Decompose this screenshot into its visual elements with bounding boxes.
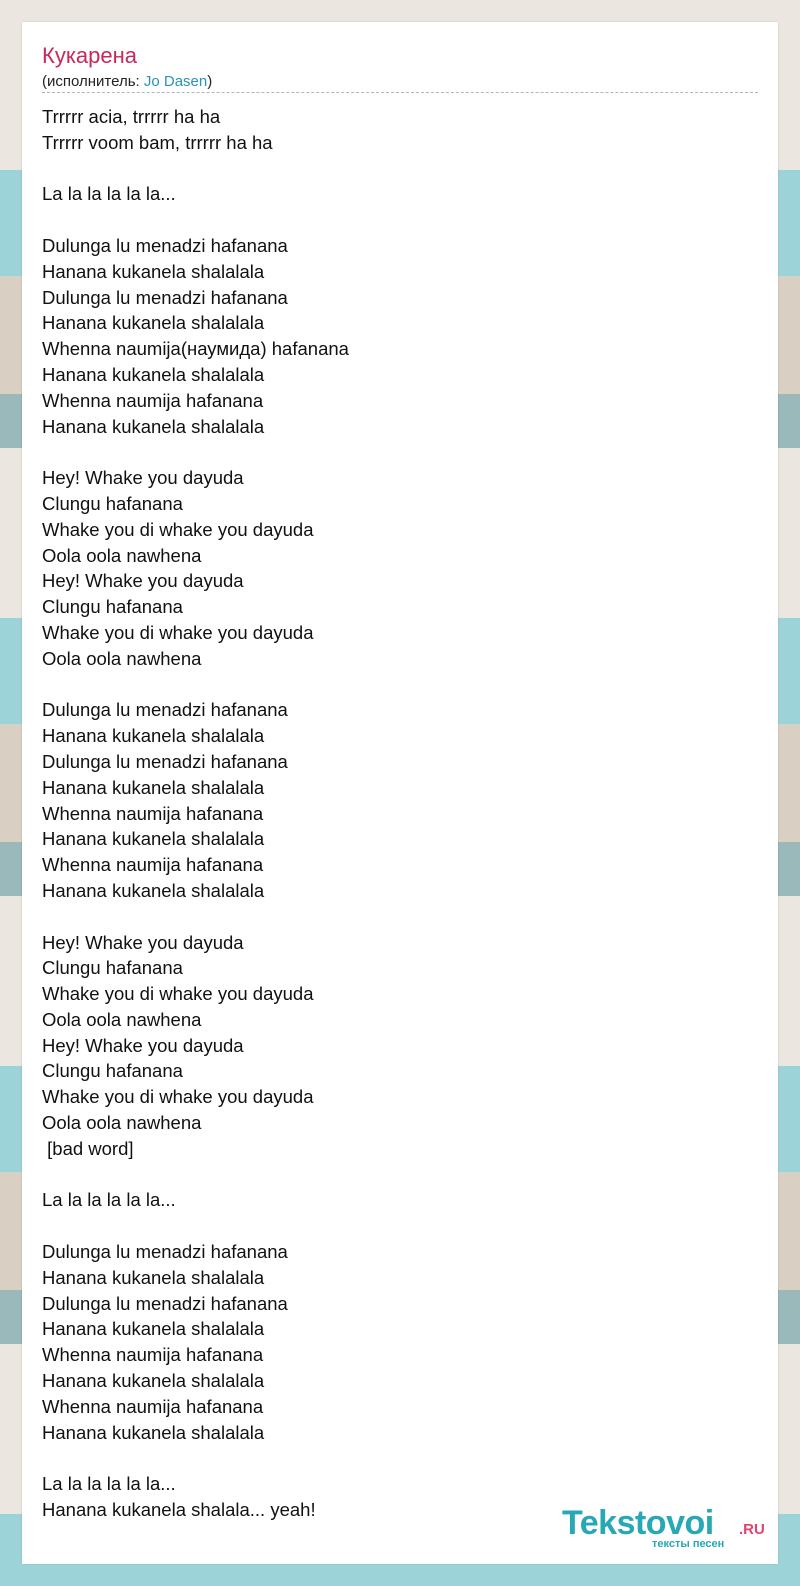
lyrics-line: Clungu hafanana <box>42 492 183 514</box>
lyrics-line: Hanana kukanela shalala... yeah! <box>42 1499 316 1521</box>
lyrics-line: Hanana kukanela shalalala <box>42 415 265 437</box>
lyrics-line: Oola oola nawhena <box>42 1112 202 1134</box>
lyrics-blank-line <box>42 1213 742 1239</box>
lyrics-line: Whenna naumija hafanana <box>42 1344 264 1366</box>
lyrics-line: Whake you di whake you dayuda <box>42 1086 314 1108</box>
lyrics-line: Whenna naumija hafanana <box>42 1395 264 1417</box>
lyrics-line: Trrrrr acia, trrrrr ha ha <box>42 106 221 127</box>
lyrics-line: Clungu hafanana <box>42 957 183 979</box>
lyrics-line: Hanana kukanela shalalala <box>42 1421 265 1443</box>
logo-domain: .RU <box>739 1521 765 1538</box>
lyrics-blank-line <box>42 207 742 233</box>
logo-tagline: тексты песен <box>652 1538 725 1550</box>
lyrics-line: Whake you di whake you dayuda <box>42 518 314 540</box>
lyrics-line: Dulunga lu menadzi hafanana <box>42 750 288 772</box>
lyrics-line: Hanana kukanela shalalala <box>42 776 265 798</box>
lyrics-line: Hanana kukanela shalalala <box>42 1266 265 1288</box>
lyrics-line: Hanana kukanela shalalala <box>42 312 265 334</box>
lyrics-line: Dulunga lu menadzi hafanana <box>42 1292 288 1314</box>
lyrics-line: Whake you di whake you dayuda <box>42 983 314 1005</box>
lyrics-line: Oola oola nawhena <box>42 1008 202 1030</box>
artist-prefix: (исполнитель: <box>42 73 144 90</box>
lyrics-line: Oola oola nawhena <box>42 544 202 566</box>
artist-line <box>42 73 212 91</box>
lyrics-card <box>22 22 778 1564</box>
site-logo[interactable] <box>562 1504 772 1554</box>
lyrics-line: La la la la la la... <box>42 183 176 205</box>
lyrics-line: Hanana kukanela shalalala <box>42 260 265 282</box>
lyrics-line: Oola oola nawhena <box>42 647 202 669</box>
lyrics-line: Whenna naumija hafanana <box>42 802 264 824</box>
lyrics-line: Hey! Whake you dayuda <box>42 931 244 953</box>
lyrics-line: Hanana kukanela shalalala <box>42 879 265 901</box>
lyrics-line: La la la la la la... <box>42 1473 176 1495</box>
logo-wordmark: Tekstovoi <box>562 1504 714 1542</box>
lyrics-line: Hey! Whake you dayuda <box>42 570 244 592</box>
lyrics-blank-line <box>42 156 742 182</box>
lyrics-line: Whake you di whake you dayuda <box>42 621 314 643</box>
lyrics-line: Dulunga lu menadzi hafanana <box>42 286 288 308</box>
lyrics-blank-line <box>42 1162 742 1188</box>
lyrics-line: Whenna naumija hafanana <box>42 389 264 411</box>
artist-suffix: ) <box>207 73 213 90</box>
lyrics-line: Hanana kukanela shalalala <box>42 1370 265 1392</box>
lyrics-text <box>42 104 742 1523</box>
lyrics-line: Hanana kukanela shalalala <box>42 828 265 850</box>
lyrics-line: Hanana kukanela shalalala <box>42 363 265 385</box>
lyrics-line: Hanana kukanela shalalala <box>42 1318 265 1340</box>
lyrics-line: Trrrrr voom bam, trrrrr ha ha <box>42 131 273 153</box>
lyrics-line: Clungu hafanana <box>42 596 183 618</box>
lyrics-line: [bad word] <box>42 1137 134 1159</box>
lyrics-line: La la la la la la... <box>42 1189 176 1211</box>
song-title: Кукарена <box>42 43 138 68</box>
lyrics-blank-line <box>42 1445 742 1471</box>
lyrics-line: Dulunga lu menadzi hafanana <box>42 699 288 721</box>
lyrics-line: Hanana kukanela shalalala <box>42 725 265 747</box>
lyrics-line: Hey! Whake you dayuda <box>42 467 244 489</box>
lyrics-blank-line <box>42 439 742 465</box>
lyrics-line: Dulunga lu menadzi hafanana <box>42 1241 288 1263</box>
artist-link[interactable]: Jo Dasen <box>143 73 208 90</box>
lyrics-line: Whenna naumija hafanana <box>42 854 264 876</box>
lyrics-blank-line <box>42 904 742 930</box>
title-divider <box>42 92 758 93</box>
lyrics-line: Dulunga lu menadzi hafanana <box>42 234 288 256</box>
lyrics-blank-line <box>42 672 742 698</box>
lyrics-line: Whenna naumija(наумида) hafanana <box>42 338 349 360</box>
lyrics-line: Clungu hafanana <box>42 1060 183 1082</box>
lyrics-line: Hey! Whake you dayuda <box>42 1034 244 1056</box>
